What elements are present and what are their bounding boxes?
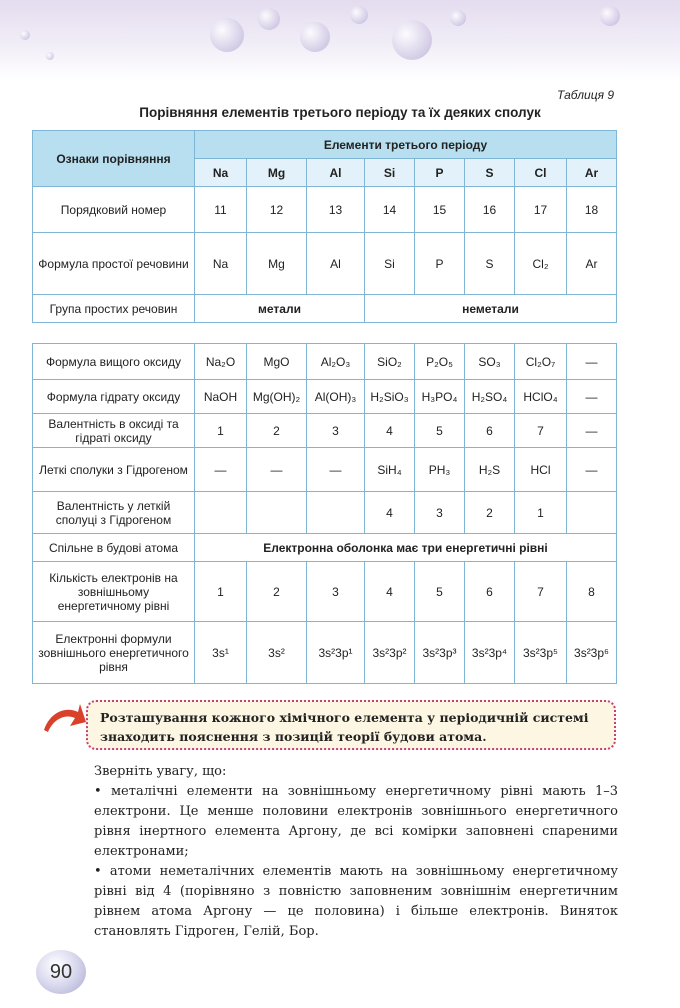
table-cell: 3s²3p⁴ xyxy=(465,622,515,684)
bubble-decoration xyxy=(258,8,280,30)
row-label: Валентність у леткій сполуці з Гідрогеном xyxy=(33,492,195,534)
bullet-metals: • металічні елементи на зовнішньому енергетичному рівні мають 1–3 електрони. Це менше половини електронів зовнішнього енергетичного рівня інертного елемента Аргону, де всі комірки заповнені спареними електронами; xyxy=(94,784,618,859)
table-cell: 2 xyxy=(247,562,307,622)
group-header: Елементи третього періоду xyxy=(195,131,617,159)
element-header: Al xyxy=(307,159,365,187)
table-cell: 7 xyxy=(515,414,567,448)
element-header: Si xyxy=(365,159,415,187)
table-row xyxy=(33,534,617,562)
element-header: Mg xyxy=(247,159,307,187)
table-cell xyxy=(307,492,365,534)
table-label: Таблиця 9 xyxy=(557,88,614,102)
table-cell: 3s² xyxy=(247,622,307,684)
table-row xyxy=(33,295,617,323)
table-cell: 1 xyxy=(515,492,567,534)
page-number: 90 xyxy=(36,950,86,994)
table-cell xyxy=(567,492,617,534)
table-cell: PH₃ xyxy=(415,448,465,492)
table-cell: NaOH xyxy=(195,380,247,414)
table-cell: — xyxy=(567,414,617,448)
table-cell: 3s²3p¹ xyxy=(307,622,365,684)
bullet-nonmetals: • атоми неметалічних елементів мають на зовнішньому енергетичному рівні від 4 (порівняно з повністю заповненим зовнішнім енергетичним рівнем атома Аргону — це половина) і більше електронів. Виняток становлять Гідроген, Гелій, Бор. xyxy=(94,864,618,939)
table-cell: Na₂O xyxy=(195,344,247,380)
nonmetals-cell: неметали xyxy=(365,295,617,323)
table-cell: 3s²3p⁶ xyxy=(567,622,617,684)
table-cell: HCl xyxy=(515,448,567,492)
table-cell: 2 xyxy=(247,414,307,448)
table-cell: — xyxy=(567,448,617,492)
table-cell: 14 xyxy=(365,187,415,233)
row-label: Порядковий номер xyxy=(33,187,195,233)
bubble-decoration xyxy=(350,6,368,24)
metals-cell: метали xyxy=(195,295,365,323)
table-cell: H₂SiO₃ xyxy=(365,380,415,414)
table-cell: — xyxy=(567,344,617,380)
bubble-decoration xyxy=(20,30,30,40)
table-cell: 8 xyxy=(567,562,617,622)
table-cell: 1 xyxy=(195,414,247,448)
table-cell: SiO₂ xyxy=(365,344,415,380)
table-cell: P₂O₅ xyxy=(415,344,465,380)
header-decoration xyxy=(0,0,680,80)
row-label: Група простих речовин xyxy=(33,295,195,323)
row-label: Валентність в оксиді та гідраті оксиду xyxy=(33,414,195,448)
table-cell: 5 xyxy=(415,562,465,622)
table-cell: 3s¹ xyxy=(195,622,247,684)
table-cell: Mg xyxy=(247,233,307,295)
comparison-table-top xyxy=(32,130,617,323)
table-cell: 3 xyxy=(307,562,365,622)
table-cell: Si xyxy=(365,233,415,295)
table-cell: Cl₂ xyxy=(515,233,567,295)
bubble-decoration xyxy=(46,52,54,60)
bubble-decoration xyxy=(450,10,466,26)
bubble-decoration xyxy=(600,6,620,26)
table-row xyxy=(33,187,617,233)
table-cell: SO₃ xyxy=(465,344,515,380)
element-header: Cl xyxy=(515,159,567,187)
row-label: Електронні формули зовнішнього енергетичного рівня xyxy=(33,622,195,684)
table-cell: 18 xyxy=(567,187,617,233)
corner-header: Ознаки порівняння xyxy=(33,131,195,187)
table-cell: 3 xyxy=(307,414,365,448)
table-cell: — xyxy=(567,380,617,414)
note-text: Розташування кожного хімічного елемента у періодичній системі знаходить пояснення з позицій теорії будови атома. xyxy=(100,710,589,744)
table-cell: 3s²3p⁵ xyxy=(515,622,567,684)
table-cell xyxy=(195,492,247,534)
table-cell: H₃PO₄ xyxy=(415,380,465,414)
note-box xyxy=(86,700,616,750)
table-row xyxy=(33,448,617,492)
comparison-table-bottom xyxy=(32,343,617,684)
table-cell: Al₂O₃ xyxy=(307,344,365,380)
element-header: Ar xyxy=(567,159,617,187)
table-cell: 3s²3p³ xyxy=(415,622,465,684)
table-cell: 2 xyxy=(465,492,515,534)
row-label: Спільне в будові атома xyxy=(33,534,195,562)
table-cell: 6 xyxy=(465,414,515,448)
element-header: P xyxy=(415,159,465,187)
table-cell: MgO xyxy=(247,344,307,380)
table-cell: 4 xyxy=(365,562,415,622)
table-cell: P xyxy=(415,233,465,295)
table-cell: 7 xyxy=(515,562,567,622)
table-row xyxy=(33,622,617,684)
table-row xyxy=(33,233,617,295)
row-label: Формула простої речовини xyxy=(33,233,195,295)
row-label: Формула вищого оксиду xyxy=(33,344,195,380)
table-row xyxy=(33,414,617,448)
table-cell: H₂SO₄ xyxy=(465,380,515,414)
table-cell: 4 xyxy=(365,492,415,534)
table-cell: HClO₄ xyxy=(515,380,567,414)
table-cell: Ar xyxy=(567,233,617,295)
bubble-decoration xyxy=(210,18,244,52)
table-cell: H₂S xyxy=(465,448,515,492)
table-cell: 17 xyxy=(515,187,567,233)
table-cell: 15 xyxy=(415,187,465,233)
table-row xyxy=(33,380,617,414)
table-cell xyxy=(247,492,307,534)
table-cell: 1 xyxy=(195,562,247,622)
table-cell: 12 xyxy=(247,187,307,233)
table-cell: 4 xyxy=(365,414,415,448)
table-cell: Na xyxy=(195,233,247,295)
table-cell: S xyxy=(465,233,515,295)
intro-text: Зверніть увагу, що: xyxy=(94,764,227,779)
table-row xyxy=(33,492,617,534)
table-caption: Порівняння елементів третього періоду та їх деяких сполук xyxy=(139,105,541,120)
arrow-icon xyxy=(40,700,88,745)
table-cell: 11 xyxy=(195,187,247,233)
common-structure-cell: Електронна оболонка має три енергетичні рівні xyxy=(195,534,617,562)
table-cell: Al(OH)₃ xyxy=(307,380,365,414)
table-cell: 16 xyxy=(465,187,515,233)
table-cell: Al xyxy=(307,233,365,295)
table-cell: — xyxy=(195,448,247,492)
table-row xyxy=(33,562,617,622)
bubble-decoration xyxy=(300,22,330,52)
table-cell: — xyxy=(307,448,365,492)
element-header: Na xyxy=(195,159,247,187)
table-cell: 5 xyxy=(415,414,465,448)
table-cell: — xyxy=(247,448,307,492)
table-cell: 6 xyxy=(465,562,515,622)
row-label: Кількість електронів на зовнішньому енергетичному рівні xyxy=(33,562,195,622)
table-cell: 3s²3p² xyxy=(365,622,415,684)
body-text xyxy=(94,762,618,942)
row-label: Формула гідрату оксиду xyxy=(33,380,195,414)
table-cell: 3 xyxy=(415,492,465,534)
table-row xyxy=(33,344,617,380)
table-cell: SiH₄ xyxy=(365,448,415,492)
table-cell: Cl₂O₇ xyxy=(515,344,567,380)
row-label: Леткі сполуки з Гідрогеном xyxy=(33,448,195,492)
element-header: S xyxy=(465,159,515,187)
bubble-decoration xyxy=(392,20,432,60)
table-cell: 13 xyxy=(307,187,365,233)
table-cell: Mg(OH)₂ xyxy=(247,380,307,414)
